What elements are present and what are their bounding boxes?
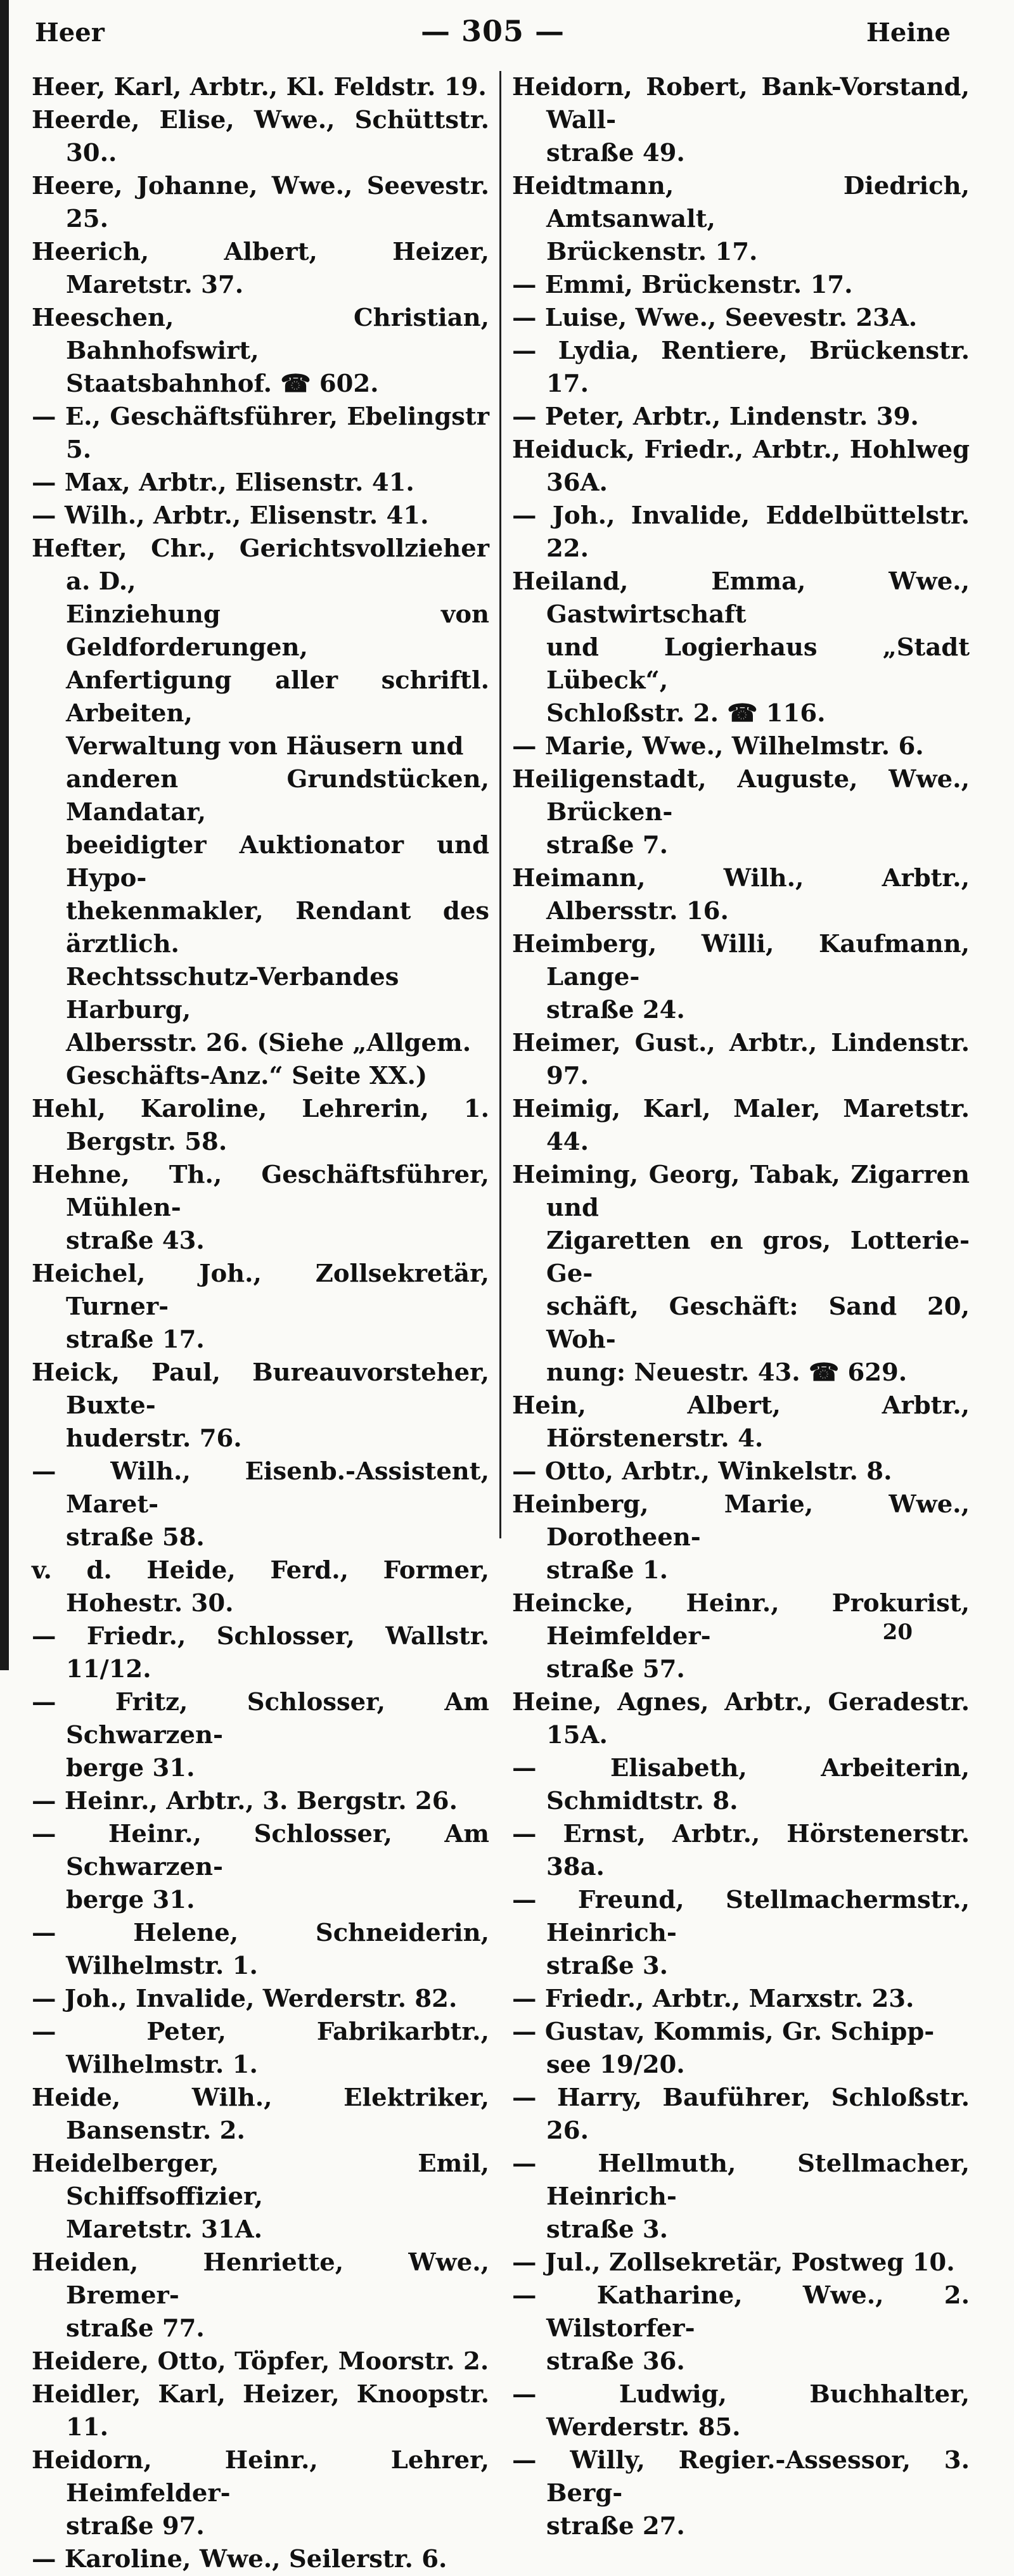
directory-entry: — Friedr., Arbtr., Marxstr. 23. — [512, 1985, 915, 2013]
directory-entry: — Willy, Regier.-Assessor, 3. Berg- straße 27. — [512, 2446, 970, 2541]
directory-entry: — Wilh., Arbtr., Elisenstr. 41. — [32, 501, 429, 530]
directory-entry: Heerich, Albert, Heizer, Maretstr. 37. — [32, 238, 489, 299]
directory-entry: Heidelberger, Emil, Schiffsoffizier, Maretstr. 31A. — [32, 2149, 489, 2244]
directory-entry: Hein, Albert, Arbtr., Hörstenerstr. 4. — [512, 1391, 970, 1453]
directory-entry: — Max, Arbtr., Elisenstr. 41. — [32, 468, 414, 497]
directory-entry: — Fritz, Schlosser, Am Schwarzen- berge 31. — [32, 1688, 489, 1782]
directory-entry: Heidorn, Heinr., Lehrer, Heimfelder- straße 97. — [32, 2446, 489, 2541]
directory-entry: Heere, Johanne, Wwe., Seevestr. 25. — [32, 172, 489, 233]
directory-entry: — Jul., Zollsekretär, Postweg 10. — [512, 2248, 955, 2277]
directory-entry: — Gustav, Kommis, Gr. Schipp- see 19/20. — [512, 2018, 935, 2079]
directory-entry: Heiming, Georg, Tabak, Zigarren und Zigaretten en gros, Lotterie-Ge- schäft, Geschäft: Sand 20, Woh- nung: Neuestr. 43. ☎ 629. — [512, 1161, 970, 1387]
directory-entry: — Ernst, Arbtr., Hörstenerstr. 38a. — [512, 1820, 970, 1881]
directory-entry: — E., Geschäftsführer, Ebelingstr 5. — [32, 402, 489, 464]
directory-entry: Heine, Agnes, Arbtr., Geradestr. 15A. — [512, 1688, 970, 1749]
directory-entry: — Hellmuth, Stellmacher, Heinrich- straße 3. — [512, 2149, 970, 2244]
page-number: — 305 — — [420, 14, 565, 48]
directory-entry: Heimer, Gust., Arbtr., Lindenstr. 97. — [512, 1029, 970, 1090]
directory-entry: Heimann, Wilh., Arbtr., Albersstr. 16. — [512, 864, 970, 925]
directory-entry: Heiland, Emma, Wwe., Gastwirtschaft und Logierhaus „Stadt Lübeck“, Schloßstr. 2. ☎ 116. — [512, 567, 970, 728]
directory-entry: Heiduck, Friedr., Arbtr., Hohlweg 36A. — [512, 435, 970, 497]
directory-entry: Hehne, Th., Geschäftsführer, Mühlen- straße 43. — [32, 1161, 489, 1255]
directory-entry: Heimberg, Willi, Kaufmann, Lange- straße 24. — [512, 930, 970, 1024]
page-binding-edge — [0, 0, 9, 1670]
directory-entry: — Lydia, Rentiere, Brückenstr. 17. — [512, 337, 970, 398]
directory-entry: — Harry, Bauführer, Schloßstr. 26. — [512, 2083, 970, 2145]
directory-entry: — Otto, Arbtr., Winkelstr. 8. — [512, 1457, 892, 1486]
left-column — [32, 71, 489, 2576]
directory-entry: — Marie, Wwe., Wilhelmstr. 6. — [512, 732, 924, 761]
header-last-name: Heine — [866, 18, 951, 48]
directory-entry: Heidorn, Robert, Bank-Vorstand, Wall- straße 49. — [512, 73, 970, 167]
directory-entry: Heidtmann, Diedrich, Amtsanwalt, Brückenstr. 17. — [512, 172, 970, 266]
directory-entry: — Helene, Schneiderin, Wilhelmstr. 1. — [32, 1919, 489, 1980]
directory-entry: — Friedr., Schlosser, Wallstr. 11/12. — [32, 1622, 489, 1684]
directory-entry: — Joh., Invalide, Werderstr. 82. — [32, 1985, 458, 2013]
directory-entry: Heeschen, Christian, Bahnhofswirt, Staatsbahnhof. ☎ 602. — [32, 304, 489, 398]
directory-entry: — Ludwig, Buchhalter, Werderstr. 85. — [512, 2380, 970, 2442]
directory-entry: Heidere, Otto, Töpfer, Moorstr. 2. — [32, 2347, 489, 2376]
directory-entry: Heer, Karl, Arbtr., Kl. Feldstr. 19. — [32, 73, 487, 101]
directory-entry: v. d. Heide, Ferd., Former, Hohestr. 30. — [32, 1556, 489, 1618]
directory-entry: Heerde, Elise, Wwe., Schüttstr. 30.. — [32, 106, 489, 167]
directory-entry: Hehl, Karoline, Lehrerin, 1. Bergstr. 58. — [32, 1095, 489, 1156]
directory-entry: — Freund, Stellmachermstr., Heinrich- straße 3. — [512, 1886, 970, 1980]
page-header — [35, 11, 951, 56]
directory-entry: — Elisabeth, Arbeiterin, Schmidtstr. 8. — [512, 1754, 970, 1815]
directory-entry: Heide, Wilh., Elektriker, Bansenstr. 2. — [32, 2083, 489, 2145]
directory-entry: — Heinr., Arbtr., 3. Bergstr. 26. — [32, 1787, 458, 1815]
directory-entry: — Luise, Wwe., Seevestr. 23A. — [512, 304, 918, 332]
directory-entry: Heick, Paul, Bureauvorsteher, Buxte- huderstr. 76. — [32, 1358, 489, 1453]
directory-entry: — Heinr., Schlosser, Am Schwarzen- berge 31. — [32, 1820, 489, 1914]
directory-entry: — Joh., Invalide, Eddelbüttelstr. 22. — [512, 501, 970, 563]
directory-entry: — Katharine, Wwe., 2. Wilstorfer- straße 36. — [512, 2281, 970, 2376]
directory-entry: — Peter, Arbtr., Lindenstr. 39. — [512, 402, 919, 431]
directory-entry: Heichel, Joh., Zollsekretär, Turner- straße 17. — [32, 1259, 489, 1354]
directory-entry: Heimig, Karl, Maler, Maretstr. 44. — [512, 1095, 970, 1156]
directory-entry: Heinberg, Marie, Wwe., Dorotheen- straße 1. — [512, 1490, 970, 1585]
directory-entry: — Peter, Fabrikarbtr., Wilhelmstr. 1. — [32, 2018, 489, 2079]
directory-entry: Heiligenstadt, Auguste, Wwe., Brücken- straße 7. — [512, 765, 970, 860]
directory-entry: — Karoline, Wwe., Seilerstr. 6. — [32, 2545, 447, 2573]
directory-entry: Heincke, Heinr., Prokurist, Heimfelder- straße 57. — [512, 1589, 970, 1684]
directory-entry: Hefter, Chr., Gerichtsvollzieher a. D., Einziehung von Geldforderungen, Anfertigung aller schriftl. Arbeiten, Verwaltung von Häusern und anderen Grundstücken, Mandatar, beeidigter Auktionator und Hypo- thekenmakler, Rendant des ärztlich. Rechtsschutz-Verbandes Harburg, Albersstr. 26. (Siehe „Allgem. Geschäfts-Anz.“ Seite XX.) — [32, 534, 489, 1090]
directory-entry: — Emmi, Brückenstr. 17. — [512, 271, 853, 299]
directory-entry: Heidler, Karl, Heizer, Knoopstr. 11. — [32, 2380, 489, 2442]
printer-signature: 20 — [882, 1620, 913, 1645]
column-divider — [499, 71, 501, 1538]
right-column — [512, 71, 970, 2543]
header-first-name: Heer — [35, 18, 105, 48]
directory-entry: — Wilh., Eisenb.-Assistent, Maret- straße 58. — [32, 1457, 489, 1552]
directory-entry: Heiden, Henriette, Wwe., Bremer- straße 77. — [32, 2248, 489, 2343]
